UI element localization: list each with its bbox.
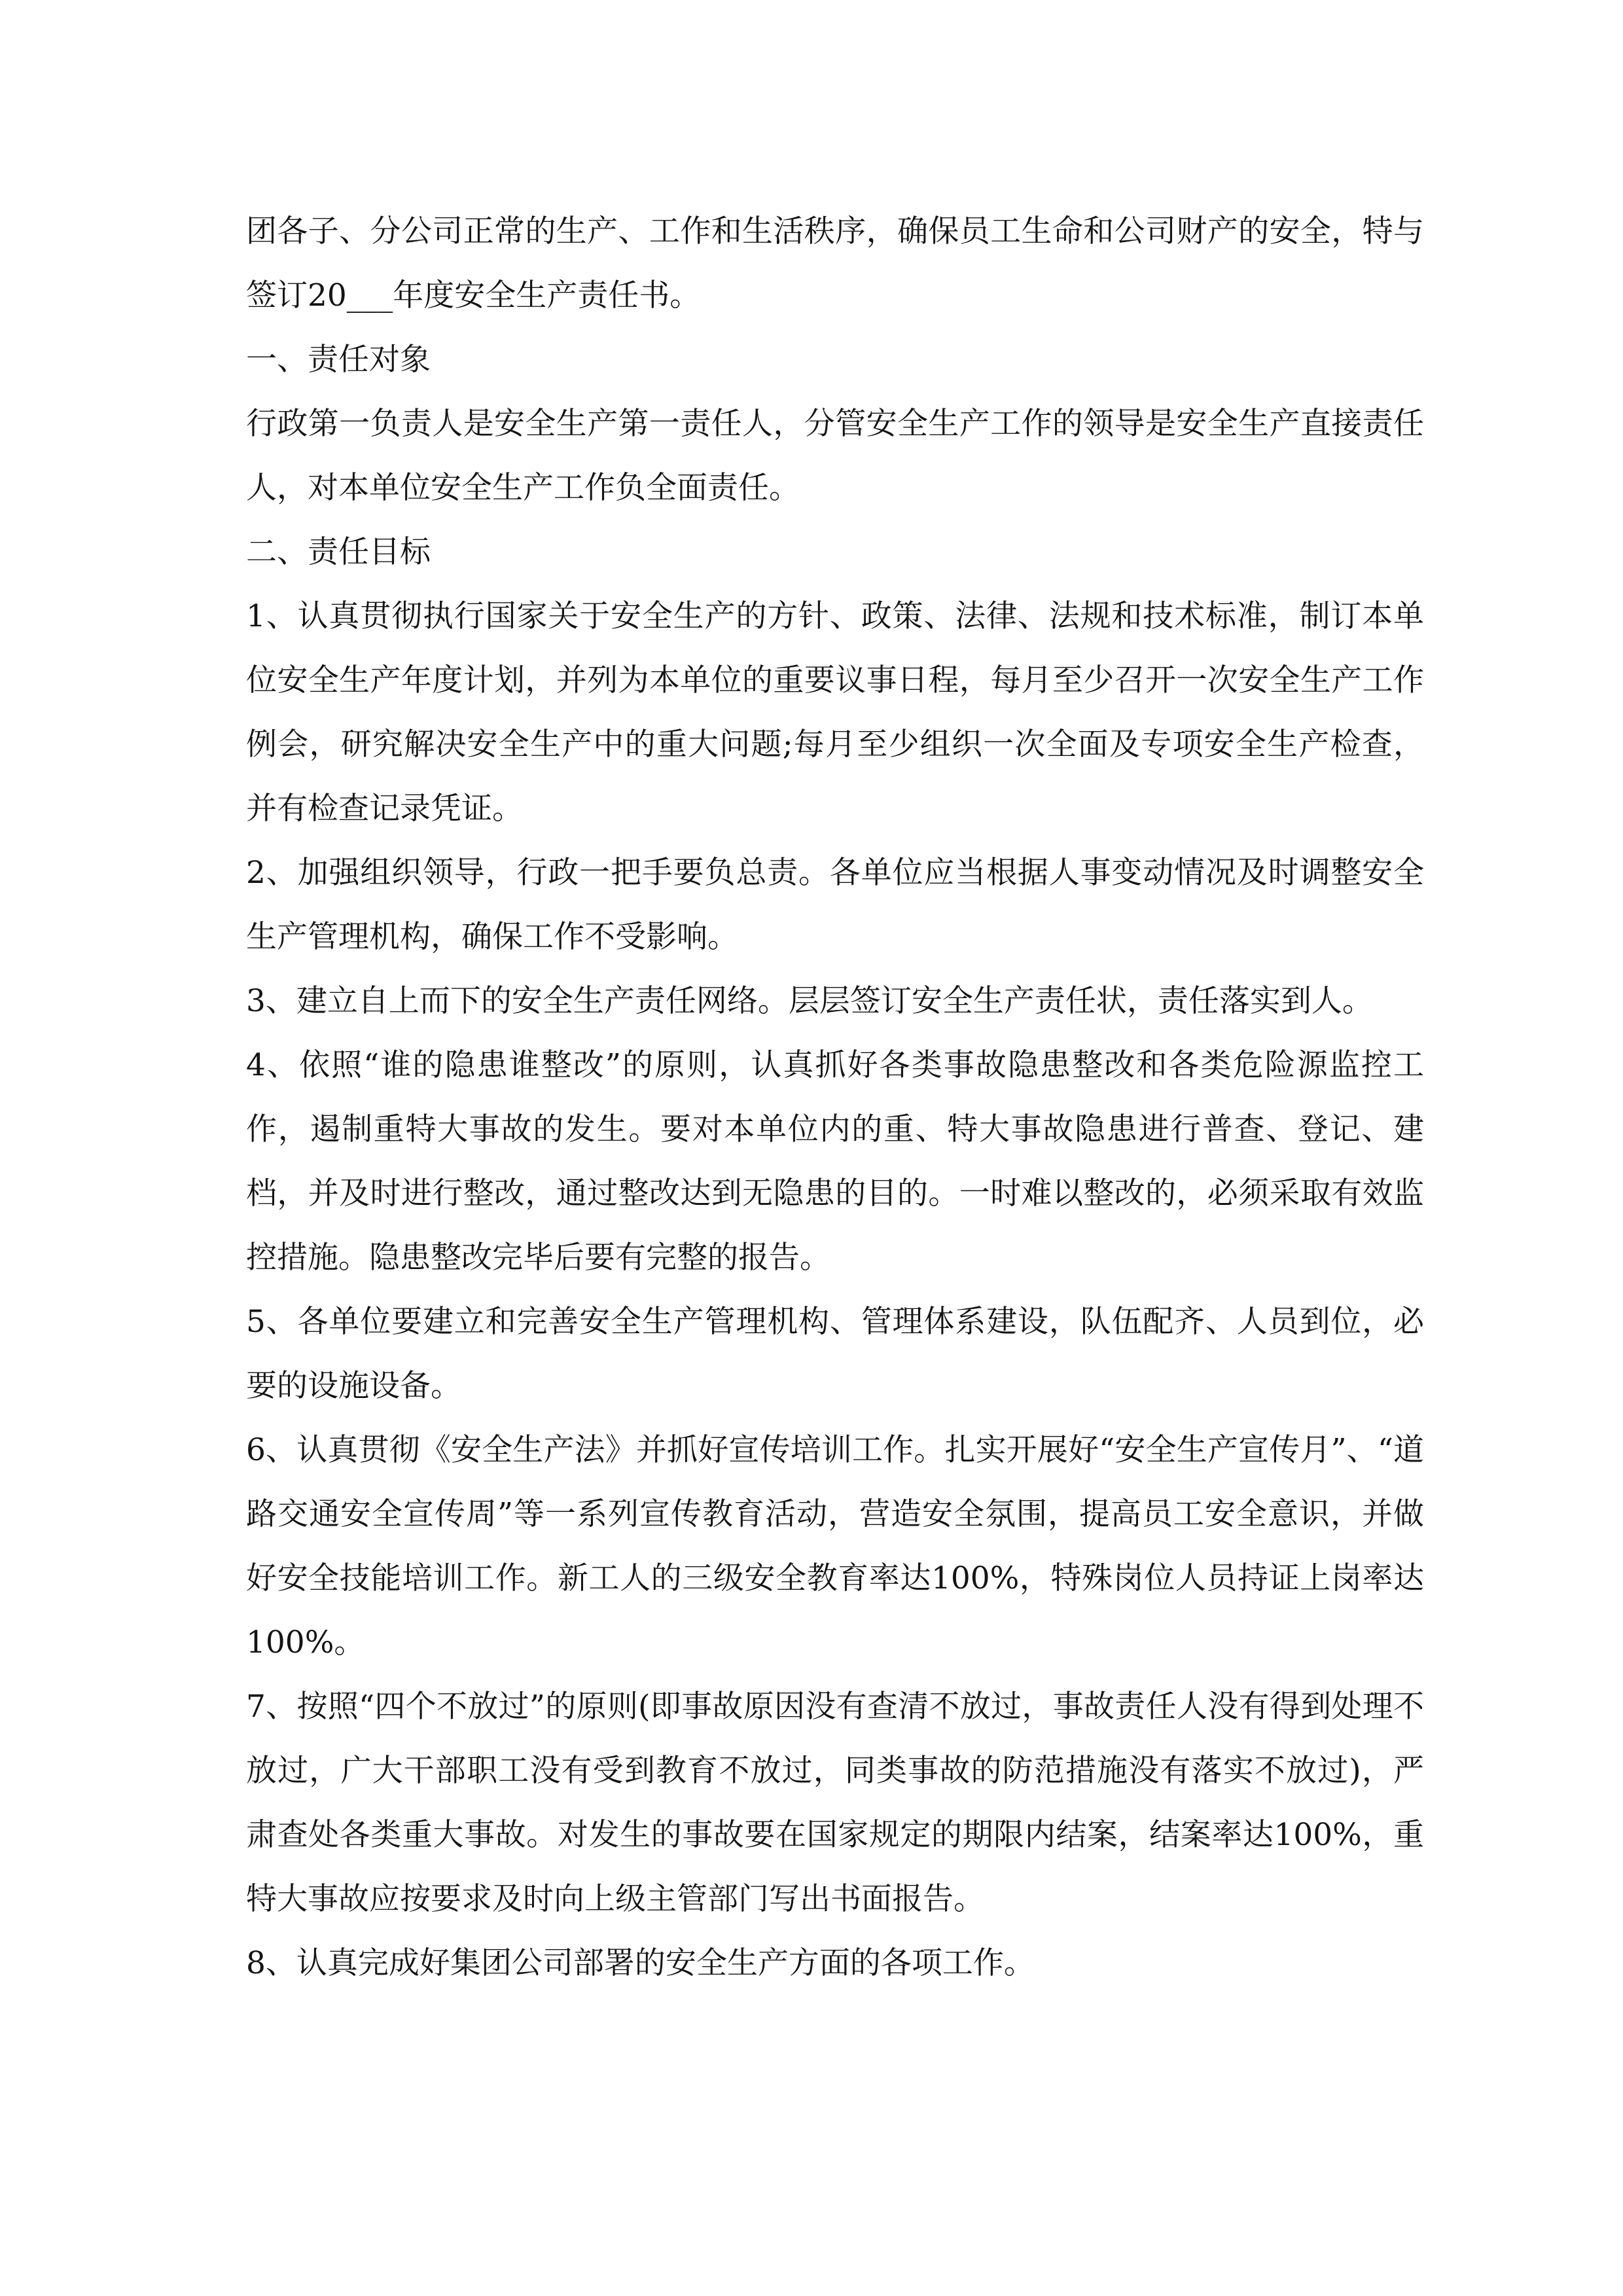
section-heading-responsibility-goals: 二、责任目标 [246,534,431,570]
section-heading-responsibility-object: 一、责任对象 [246,342,431,378]
goal-item-2: 2、加强组织领导，行政一把手要负总责。各单位应当根据人事变动情况及时调整安全生产管理机构，确保工作不受影响。 [246,855,1424,955]
goal-item-4: 4、依照“谁的隐患谁整改”的原则，认真抓好各类事故隐患整改和各类危险源监控工作，遏制重特大事故的发生。要对本单位内的重、特大事故隐患进行普查、登记、建档，并及时进行整改，通过整改达到无隐患的目的。一时难以整改的，必须采取有效监控措施。隐患整改完毕后要有完整的报告。 [246,1047,1424,1276]
goal-item-1: 1、认真贯彻执行国家关于安全生产的方针、政策、法律、法规和技术标准，制订本单位安全生产年度计划，并列为本单位的重要议事日程，每月至少召开一次安全生产工作例会，研究解决安全生产中的重大问题;每月至少组织一次全面及专项安全生产检查，并有检查记录凭证。 [246,598,1424,827]
document-body [246,200,1424,1996]
goal-item-6: 6、认真贯彻《安全生产法》并抓好宣传培训工作。扎实开展好“安全生产宣传月”、“道路交通安全宣传周”等一系列宣传教育活动，营造安全氛围，提高员工安全意识，并做好安全技能培训工作。新工人的三级安全教育率达100%，特殊岗位人员持证上岗率达100%。 [246,1432,1424,1660]
paragraph-responsibility-object: 行政第一负责人是安全生产第一责任人，分管安全生产工作的领导是安全生产直接责任人，对本单位安全生产工作负全面责任。 [246,406,1424,506]
goal-item-7: 7、按照“四个不放过”的原则(即事故原因没有查清不放过，事故责任人没有得到处理不放过，广大干部职工没有受到教育不放过，同类事故的防范措施没有落实不放过)，严肃查处各类重大事故。对发生的事故要在国家规定的期限内结案，结案率达100%，重特大事故应按要求及时向上级主管部门写出书面报告。 [246,1689,1424,1917]
goal-item-3: 3、建立自上而下的安全生产责任网络。层层签订安全生产责任状，责任落实到人。 [246,983,1373,1019]
paragraph-intro-continuation: 团各子、分公司正常的生产、工作和生活秩序，确保员工生命和公司财产的安全，特与签订20___年度安全生产责任书。 [246,213,1424,314]
goal-item-5: 5、各单位要建立和完善安全生产管理机构、管理体系建设，队伍配齐、人员到位，必要的设施设备。 [246,1304,1424,1404]
goal-item-8: 8、认真完成好集团公司部署的安全生产方面的各项工作。 [246,1945,1035,1981]
